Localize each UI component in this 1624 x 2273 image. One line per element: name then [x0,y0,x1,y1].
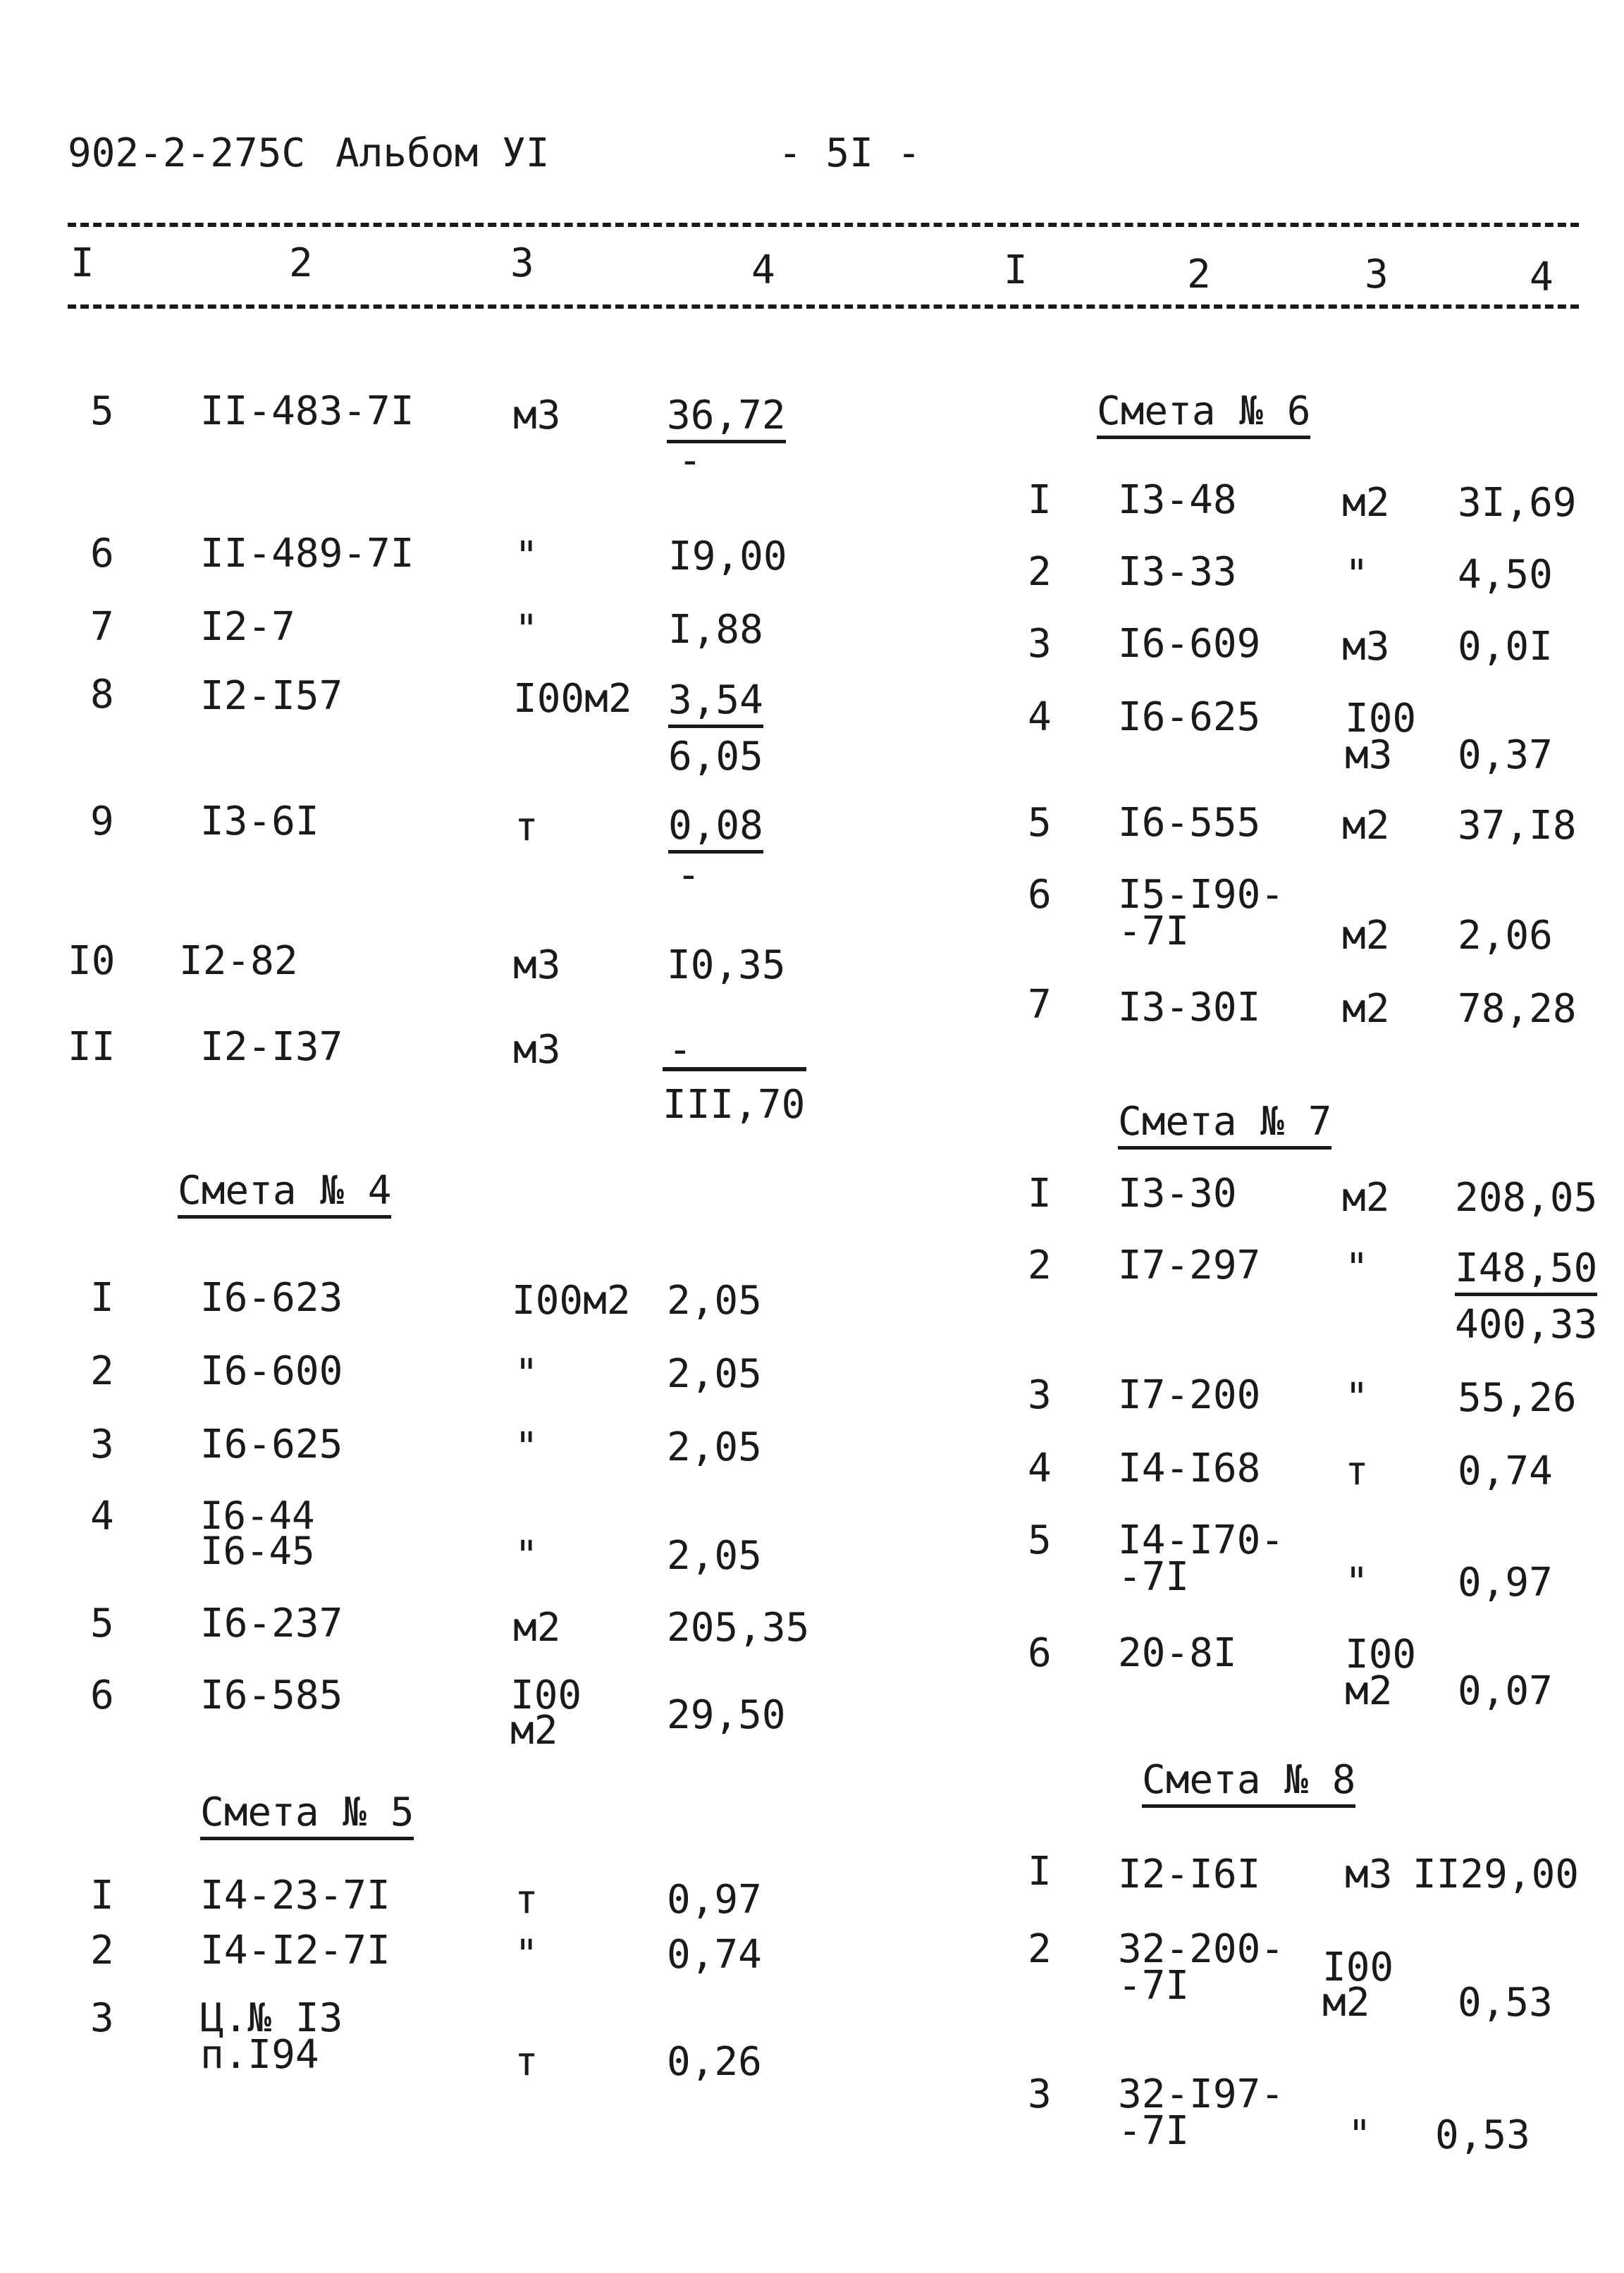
row-code: I6-555 [1118,800,1261,846]
row-number: 3 [1028,621,1052,667]
row-number: 6 [1028,1630,1052,1676]
row-number: 6 [1028,872,1052,918]
row-unit: I00 [1345,696,1417,741]
col-header-6: 2 [1187,252,1211,297]
header-bottom-dashed-line [68,304,1579,309]
row-code: I6-600 [200,1348,343,1394]
row-number: II [68,1024,116,1070]
section-title: Смета № 5 [200,1793,414,1840]
row-number: 6 [90,1673,114,1718]
row-number: 3 [1028,2071,1052,2117]
header-top-dashed-line [68,223,1579,227]
row-value: 4,50 [1458,552,1553,598]
row-value: 36,72 [667,396,786,443]
row-code: I6-585 [200,1673,343,1718]
row-value: - [668,1027,692,1073]
row-number: 4 [1028,694,1052,740]
row-value: 208,05 [1455,1175,1598,1221]
row-code: I2-7 [200,604,295,650]
row-code: I3-33 [1118,549,1237,595]
row-unit-secondary: м2 [1345,1668,1393,1714]
col-header-1: I [70,240,94,286]
row-value: 78,28 [1458,986,1577,1032]
row-number: I0 [68,938,116,984]
row-value: 0,0I [1458,624,1553,670]
row-value: I0,35 [667,942,786,988]
row-number: 2 [90,1348,114,1394]
page-number: - 5I - [778,130,921,176]
row-unit: I00м2 [513,676,632,722]
row-unit: I00 [510,1673,582,1718]
row-value: 0,53 [1458,1980,1553,2026]
row-code: I2-I6I [1118,1852,1261,1897]
col-header-3: 3 [510,240,534,286]
row-code: I3-48 [1118,477,1237,523]
row-number: I [1028,1171,1052,1216]
col-header-2: 2 [289,240,313,286]
row-value: 0,97 [667,1877,762,1923]
row-code: Ц.№ I3 [200,1995,343,2041]
row-number: 8 [90,672,114,717]
row-value-secondary: III,70 [663,1082,806,1128]
row-value: 2,06 [1458,913,1553,959]
row-number: 6 [90,531,114,577]
row-code: I7-200 [1118,1372,1261,1418]
row-value: 29,50 [667,1692,786,1738]
row-unit: " [515,607,539,653]
row-value-secondary: - [678,438,702,483]
row-number: I [90,1873,114,1918]
row-value-secondary: 6,05 [668,734,763,780]
row-code: I4-I70- [1118,1517,1285,1563]
row-unit: м2 [1342,803,1390,849]
row-unit: м3 [1345,1852,1393,1897]
row-code: 20-8I [1118,1630,1237,1676]
row-number: 2 [90,1928,114,1973]
row-value: I,88 [668,607,763,653]
row-value: 2,05 [667,1351,762,1397]
row-number: 3 [90,1995,114,2041]
row-value: 3,54 [668,681,763,728]
row-code: I3-30I [1118,985,1261,1030]
row-value: I9,00 [668,534,787,579]
row-code: I3-6I [200,799,319,844]
row-unit: I00 [1322,1945,1394,1990]
row-number: I [1028,477,1052,523]
row-unit: " [1345,552,1369,598]
row-code: II-489-7I [200,531,414,577]
row-number: 2 [1028,1243,1052,1288]
row-value: 2,05 [667,1424,762,1470]
row-value: 3I,69 [1458,480,1577,526]
row-value: 2,05 [667,1278,762,1324]
row-number: 5 [1028,800,1052,846]
album-label: Альбом УI [336,130,550,176]
row-unit: м3 [513,942,561,988]
row-code: I6-609 [1118,621,1261,667]
col-header-5: I [1004,247,1028,293]
row-number: 4 [1028,1446,1052,1491]
document-code: 902-2-275С [68,130,306,176]
row-value-secondary: - [677,852,701,898]
row-number: 5 [90,1601,114,1646]
row-number: 5 [1028,1517,1052,1563]
row-unit: " [515,1424,539,1470]
row-unit: " [1345,1375,1369,1421]
row-number: 2 [1028,1926,1052,1972]
row-value: 0,37 [1458,732,1553,778]
row-code: I3-30 [1118,1171,1237,1216]
col-header-7: 3 [1365,252,1389,297]
row-value: II29,00 [1413,1852,1580,1897]
row-unit: I00 [1345,1632,1417,1677]
row-number: I [90,1275,114,1321]
row-unit: " [515,534,539,579]
row-unit: т [515,804,539,850]
row-unit: " [1345,1560,1369,1606]
row-value: 205,35 [667,1605,810,1651]
row-unit-secondary: м2 [1322,1980,1370,2026]
row-value: 2,05 [667,1533,762,1579]
section-title: Смета № 8 [1142,1761,1355,1808]
row-value: 55,26 [1458,1375,1577,1421]
col-header-4: 4 [751,247,775,293]
row-code: II-483-7I [200,388,414,434]
row-value-secondary: 400,33 [1455,1302,1598,1348]
row-number: 4 [90,1493,114,1539]
row-code: 32-200- [1118,1926,1285,1972]
row-unit: м3 [513,1027,561,1073]
row-number: 2 [1028,549,1052,595]
row-code: I4-I68 [1118,1446,1261,1491]
row-unit-secondary: м3 [1345,732,1393,778]
row-code: I6-623 [200,1275,343,1321]
row-unit: " [515,1351,539,1397]
row-value: I48,50 [1455,1249,1597,1296]
row-unit: м2 [1342,986,1390,1032]
row-value: 0,74 [667,1932,762,1978]
row-unit: I00м2 [512,1278,631,1324]
col-header-8: 4 [1530,254,1554,300]
row-value: 0,53 [1435,2112,1530,2158]
row-unit: т [515,1877,539,1923]
row-code: I2-I57 [200,673,343,719]
row-code: I7-297 [1118,1243,1261,1288]
row-unit: м2 [513,1605,561,1651]
row-unit: м3 [1342,624,1390,670]
row-unit: " [1348,2112,1372,2158]
row-number: 5 [90,388,114,434]
section-title: Смета № 7 [1118,1102,1331,1150]
row-code: I6-625 [200,1422,343,1467]
row-value: 37,I8 [1458,803,1577,849]
row-value: 0,74 [1458,1448,1553,1494]
row-number: I [1028,1849,1052,1895]
row-unit: " [1345,1245,1369,1291]
row-number: 7 [1028,982,1052,1028]
row-code: 32-I97- [1118,2071,1285,2117]
row-code: I4-I2-7I [200,1928,390,1973]
row-number: 3 [1028,1372,1052,1418]
row-unit: м3 [513,393,561,438]
row-unit: м2 [1342,1175,1390,1221]
row-unit: м2 [1342,913,1390,959]
row-unit: м2 [1342,480,1390,526]
row-code: I4-23-7I [200,1873,390,1918]
row-unit: т [1345,1448,1369,1494]
row-code: I2-I37 [200,1024,343,1070]
row-code: I2-82 [179,938,298,984]
row-value: 0,97 [1458,1560,1553,1606]
row-code-secondary: п.I94 [200,2032,319,2078]
row-value: 0,26 [667,2039,762,2085]
row-unit-secondary: м2 [510,1708,558,1754]
sum-rule [663,1067,806,1071]
row-code-secondary: I6-45 [200,1529,315,1573]
row-unit: " [515,1533,539,1579]
section-title: Смета № 6 [1097,392,1310,439]
row-code: I6-625 [1118,694,1261,740]
row-unit: т [515,2039,539,2085]
row-number: 9 [90,799,114,844]
row-code-secondary: -7I [1118,1963,1190,2009]
row-code: I5-I90- [1118,872,1285,918]
row-value: 0,08 [668,806,763,854]
row-value: 0,07 [1458,1668,1553,1714]
row-code-secondary: -7I [1118,908,1190,954]
row-code: I6-44 [200,1493,315,1538]
row-code: I6-237 [200,1601,343,1646]
row-number: 3 [90,1422,114,1467]
section-title: Смета № 4 [178,1171,391,1219]
row-number: 7 [90,604,114,650]
row-code-secondary: -7I [1118,2108,1190,2154]
row-code-secondary: -7I [1118,1554,1190,1600]
row-unit: " [515,1932,539,1978]
